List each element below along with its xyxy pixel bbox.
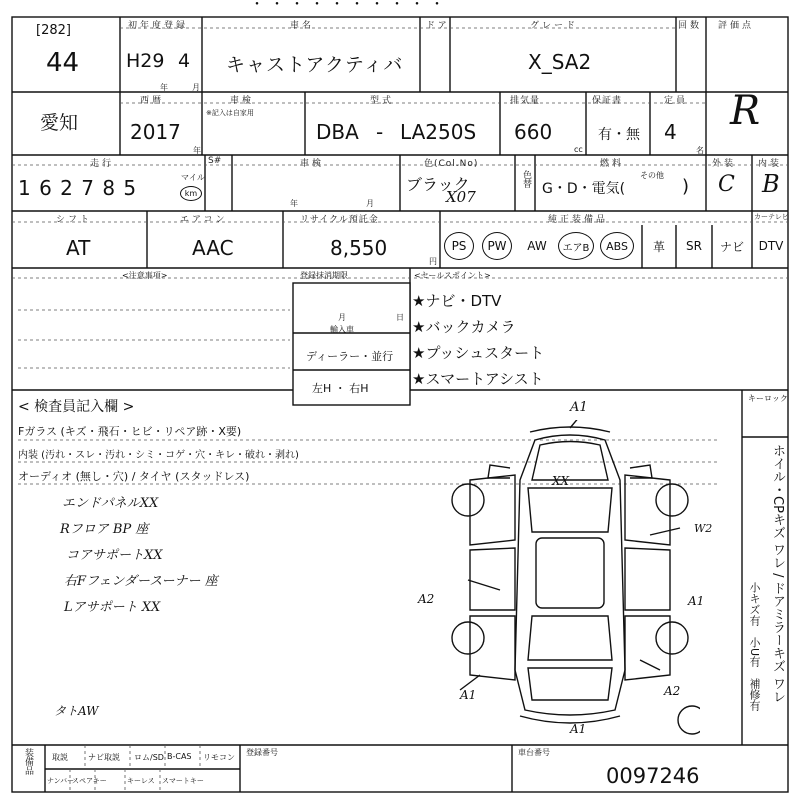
mileage-label: 走行	[90, 159, 115, 169]
doors-label: ドア	[426, 21, 450, 31]
exterior-value: C	[718, 172, 735, 197]
damage-mark-left-door: A2	[418, 592, 435, 606]
color-label: 色(Col.No)	[424, 159, 479, 169]
recycle-value: 8,550	[330, 236, 388, 260]
inspection-label: 車検	[230, 96, 255, 106]
score-label: 評価点	[718, 21, 755, 31]
warranty-label: 保証書	[592, 96, 623, 106]
hand-note-bottom: タトAW	[54, 704, 99, 718]
km-unit: km	[180, 186, 202, 201]
color-change-label: 色替	[521, 170, 531, 188]
model-value: LA250S	[400, 120, 477, 144]
top-title: ・・・・・・・・・・	[250, 0, 450, 13]
inspector-line-interior: 内装 (汚れ・スレ・汚れ・シミ・コゲ・穴・キレ・破れ・剥れ)	[18, 450, 299, 461]
model-label: 型式	[370, 96, 395, 106]
lot-number: 44	[46, 48, 80, 78]
inspection-year-unit: 年	[290, 199, 298, 208]
side-vertical-main: ホイル・CPキズ ワレ / ドアミラーキズ ワレ	[770, 444, 785, 703]
year-unit: 年	[193, 146, 201, 155]
footer-item-remote: リモコン	[203, 753, 235, 762]
color-value: ブラック	[406, 175, 470, 194]
displacement-value: 660	[514, 120, 553, 144]
score-value: R	[730, 88, 761, 134]
reg-no-label: 登録番号	[246, 748, 278, 757]
deadline-day: 日	[396, 313, 404, 322]
interior-value: B	[762, 170, 780, 198]
equip-sr: SR	[686, 239, 702, 253]
deadline-month: 月	[338, 313, 346, 322]
footer-item-navi-manual: ナビ取説	[88, 753, 120, 762]
era-label: 年	[160, 83, 168, 92]
car-name-label: 車名	[290, 21, 315, 31]
fuel-other-label: その他	[640, 171, 664, 180]
footer-item-manual: 取説	[52, 753, 68, 762]
footer-item-bcas: B-CAS	[167, 752, 192, 761]
lot-code: [282]	[36, 23, 71, 38]
mile-unit: マイル	[181, 173, 205, 182]
equip-ps: PS	[444, 232, 474, 260]
equipment-label: 純正装備品	[548, 215, 609, 225]
chassis-no-label: 車台番号	[518, 748, 550, 757]
displacement-label: 排気量	[510, 96, 541, 106]
seats-value: 4	[664, 120, 677, 144]
model-prefix-value: DBA	[316, 120, 359, 144]
damage-mark-rear: A1	[570, 722, 587, 736]
recycle-label: リサイクル預託金	[300, 215, 379, 225]
mileage-value: 1 6 2 7 8 5	[18, 176, 138, 200]
side-vertical-sub: 小キズ有 小U有 補修有	[748, 582, 761, 712]
seat-unit: 名	[696, 146, 704, 155]
damage-mark-front: A1	[570, 400, 588, 415]
sales-point-1: ★ナビ・DTV	[412, 292, 502, 310]
reg-deadline-label: 登録抹消期限	[300, 271, 348, 280]
aircon-value: AAC	[192, 236, 234, 260]
footer-item-keyless: キーレス	[127, 777, 155, 785]
car-tv-label: カーテレビ	[754, 213, 789, 221]
hand-note-5: Lアサポート XX	[64, 600, 161, 615]
inspector-line-glass: Fガラス (キズ・飛石・ヒビ・リペア跡・X要)	[18, 425, 242, 438]
year-label: 西暦	[140, 96, 165, 106]
month-label: 月	[192, 83, 200, 92]
sales-point-2: ★バックカメラ	[412, 318, 516, 336]
sales-point-4: ★スマートアシスト	[412, 370, 544, 388]
damage-mark-left-rear: A1	[460, 688, 477, 702]
equip-aw: AW	[527, 239, 547, 253]
no-inspection-note: ※記入は自家用	[206, 109, 254, 117]
damage-mark-right-door: A1	[688, 594, 705, 608]
sales-points-label: <セールスポイント>	[414, 271, 491, 280]
damage-mark-right-front: W2	[694, 522, 713, 535]
region-value: 愛知	[40, 112, 79, 134]
equip-dtv: DTV	[758, 239, 784, 253]
fuel-close: )	[682, 176, 690, 197]
dealer-label: ディーラー・並行	[306, 350, 394, 363]
damage-mark-hood: XX	[552, 474, 570, 488]
inspection-month-unit: 月	[366, 199, 374, 208]
import-label: 輸入車	[330, 325, 354, 334]
footer-item-rom-sd: ロム/SD	[134, 753, 164, 762]
inspector-line-audio: オーディオ (無し・穴) / タイヤ (スタッドレス)	[18, 470, 250, 483]
hand-note-2: Rフロア BP 座	[60, 522, 149, 537]
car-name-value: キャストアクティバ	[226, 54, 404, 76]
aircon-label: エアコン	[180, 215, 228, 225]
first-reg-value: H29	[126, 50, 165, 72]
hand-note-1: エンドパネルXX	[62, 496, 159, 511]
equip-pw: PW	[482, 232, 512, 260]
year-value: 2017	[130, 120, 181, 144]
car-damage-diagram	[440, 420, 700, 740]
key-lock-label: キーロック	[748, 394, 788, 403]
exterior-label: 外装	[712, 159, 737, 169]
equip-leather: 革	[652, 239, 665, 254]
auction-no-label: 回数	[678, 21, 703, 31]
shift-value: AT	[66, 236, 91, 260]
equip-abs: ABS	[600, 232, 634, 260]
seats-label: 定員	[664, 96, 689, 106]
footer-item-number-plate: ナンバー	[47, 777, 75, 785]
cc-unit: cc	[574, 145, 583, 154]
equip-navi: ナビ	[719, 239, 744, 254]
sales-point-3: ★プッシュスタート	[412, 344, 545, 362]
hand-note-3: コアサポートXX	[66, 548, 163, 563]
inspection-exp-label: 車検	[300, 159, 325, 169]
inspector-title: < 検査員記入欄 >	[18, 399, 135, 415]
interior-label: 内装	[758, 159, 783, 169]
footer-item-spare-key: スペアキー	[72, 777, 107, 785]
grade-label: グレード	[530, 21, 579, 31]
shift-label: シフト	[56, 215, 93, 225]
chassis-no-value: 0097246	[606, 764, 700, 788]
grade-value: X_SA2	[528, 50, 592, 74]
footer-items-col-label: 装備品	[23, 748, 33, 775]
sh-label: S#	[208, 156, 222, 166]
handle-label: 左H ・ 右H	[312, 382, 369, 395]
footer-item-smart-key: スマートキー	[162, 777, 204, 785]
equip-airbag: エアB	[558, 232, 594, 260]
hand-note-4: 右Fフェンダースーナー 座	[64, 574, 218, 589]
first-reg-label: 初年度登録	[128, 21, 189, 31]
damage-mark-right-rear: A2	[664, 684, 681, 698]
color-no-value: X07	[446, 188, 476, 206]
yen-unit: 円	[429, 257, 437, 266]
caution-label: <注意事項>	[122, 271, 168, 280]
warranty-value: 有・無	[598, 127, 640, 143]
fuel-label: 燃料	[600, 159, 625, 169]
first-reg-month-value: 4	[178, 50, 191, 72]
fuel-value: G・D・電気(	[542, 181, 626, 197]
model-dash: -	[376, 120, 384, 144]
